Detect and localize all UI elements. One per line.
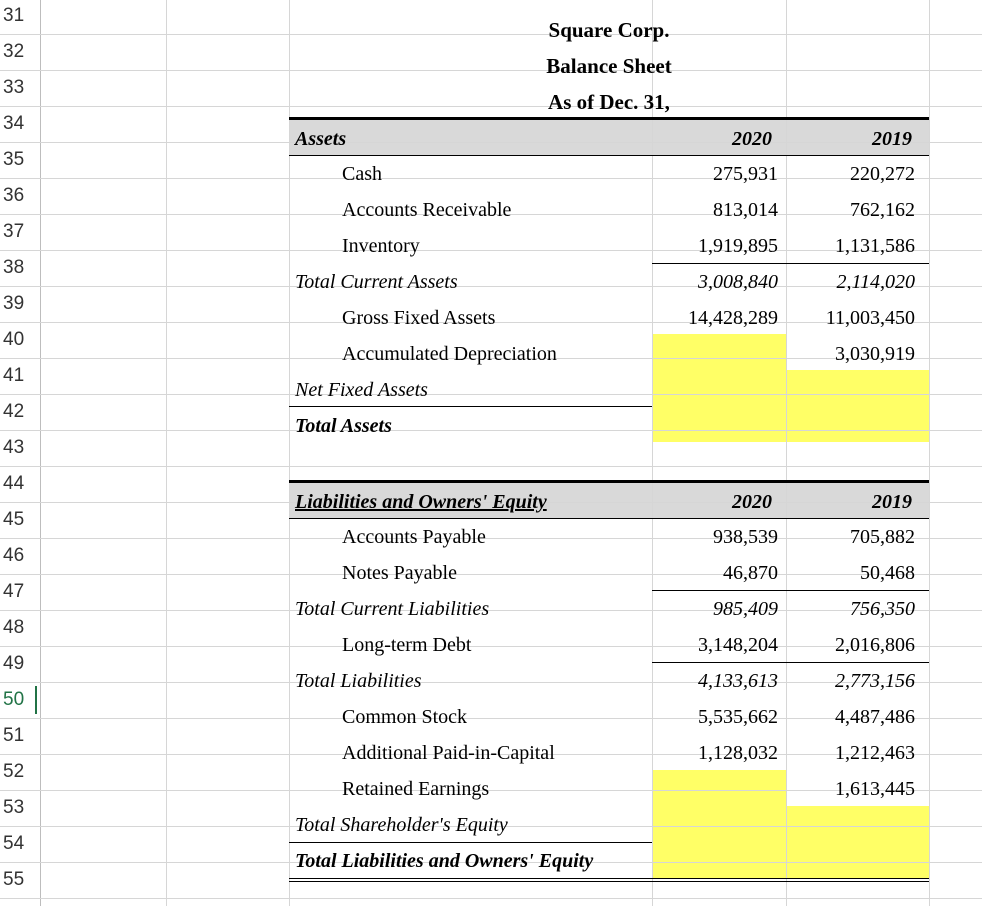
- total-current-liab-2019[interactable]: 756,350: [850, 598, 915, 620]
- statement-title: Balance Sheet: [546, 54, 672, 78]
- assets-heading: Assets: [295, 128, 347, 150]
- total-current-assets-label: Total Current Assets: [295, 271, 458, 293]
- liabilities-year-2020: 2020: [732, 491, 772, 513]
- row-header-32[interactable]: 32: [3, 41, 25, 62]
- inventory-label: Inventory: [342, 235, 420, 257]
- accum-dep-label: Accumulated Depreciation: [342, 343, 557, 365]
- row-header-47[interactable]: 47: [3, 581, 25, 602]
- total-le-cell[interactable]: [652, 842, 929, 878]
- lt-debt-2019[interactable]: 2,016,806: [835, 634, 915, 656]
- assets-year-2019: 2019: [872, 128, 912, 150]
- retained-label: Retained Earnings: [342, 778, 490, 800]
- row-header-40[interactable]: 40: [3, 329, 25, 350]
- common-stock-label: Common Stock: [342, 706, 468, 728]
- row-header-46[interactable]: 46: [3, 545, 25, 566]
- liabilities-year-2019: 2019: [872, 491, 912, 513]
- company-title: Square Corp.: [548, 18, 670, 42]
- total-assets-cell[interactable]: [652, 406, 929, 442]
- net-fixed-assets-label: Net Fixed Assets: [295, 379, 428, 401]
- liabilities-heading: Liabilities and Owners' Equity: [295, 491, 547, 513]
- row-header-53[interactable]: 53: [3, 797, 25, 818]
- total-liab-2019[interactable]: 2,773,156: [835, 670, 915, 692]
- cash-2020[interactable]: 275,931: [713, 163, 778, 185]
- row-header-54[interactable]: 54: [3, 833, 25, 854]
- common-stock-2019[interactable]: 4,487,486: [835, 706, 915, 728]
- total-current-liab-2020[interactable]: 985,409: [713, 598, 778, 620]
- col-line-c: [289, 0, 290, 906]
- accum-dep-2020-cell[interactable]: [652, 334, 786, 370]
- apic-2020[interactable]: 1,128,032: [698, 742, 778, 764]
- lt-debt-label: Long-term Debt: [342, 634, 472, 656]
- row-header-55[interactable]: 55: [3, 869, 25, 890]
- row-header-34[interactable]: 34: [3, 113, 25, 134]
- apic-label: Additional Paid-in-Capital: [342, 742, 555, 764]
- col-line-b: [166, 0, 167, 906]
- title-underline: [289, 117, 929, 120]
- total-current-assets-2019[interactable]: 2,114,020: [836, 271, 915, 293]
- total-le-double-underline-1: [289, 878, 929, 879]
- gross-fixed-2019[interactable]: 11,003,450: [825, 307, 915, 329]
- row-gridline: [40, 394, 982, 395]
- accum-dep-2019[interactable]: 3,030,919: [835, 343, 915, 365]
- apic-2019[interactable]: 1,212,463: [835, 742, 915, 764]
- common-stock-2020[interactable]: 5,535,662: [698, 706, 778, 728]
- retained-earnings-2020-cell[interactable]: [652, 770, 786, 806]
- row-header-51[interactable]: 51: [3, 725, 25, 746]
- total-liab-2020[interactable]: 4,133,613: [698, 670, 778, 692]
- ap-2020[interactable]: 938,539: [713, 526, 778, 548]
- row-header-37[interactable]: 37: [3, 221, 25, 242]
- row-header-48[interactable]: 48: [3, 617, 25, 638]
- row-header-35[interactable]: 35: [3, 149, 25, 170]
- row-header-49[interactable]: 49: [3, 653, 25, 674]
- row-header-41[interactable]: 41: [3, 365, 25, 386]
- total-le-label: Total Liabilities and Owners' Equity: [295, 850, 594, 872]
- cash-2019[interactable]: 220,272: [850, 163, 915, 185]
- row-gridline: [40, 898, 982, 899]
- row-header-39[interactable]: 39: [3, 293, 25, 314]
- net-fixed-assets-cell[interactable]: [652, 370, 929, 406]
- date-title: As of Dec. 31,: [548, 90, 670, 114]
- row-header-33[interactable]: 33: [3, 77, 25, 98]
- ap-label: Accounts Payable: [342, 526, 486, 548]
- row-gridline: [40, 826, 982, 827]
- assets-year-2020: 2020: [732, 128, 772, 150]
- np-2020[interactable]: 46,870: [723, 562, 778, 584]
- row-header-45[interactable]: 45: [3, 509, 25, 530]
- row-header-38[interactable]: 38: [3, 257, 25, 278]
- row-header-border: [40, 0, 41, 906]
- total-equity-label: Total Shareholder's Equity: [295, 814, 508, 836]
- ap-2019[interactable]: 705,882: [850, 526, 915, 548]
- total-liab-label: Total Liabilities: [295, 670, 422, 692]
- gross-fixed-2020[interactable]: 14,428,289: [688, 307, 778, 329]
- retained-2019[interactable]: 1,613,445: [835, 778, 915, 800]
- row-gridline: [40, 466, 982, 467]
- lt-debt-2020[interactable]: 3,148,204: [698, 634, 778, 656]
- col-line-f: [929, 0, 930, 906]
- total-current-liab-label: Total Current Liabilities: [295, 598, 490, 620]
- ar-2019[interactable]: 762,162: [850, 199, 915, 221]
- inventory-2019[interactable]: 1,131,586: [835, 235, 915, 257]
- total-current-assets-2020[interactable]: 3,008,840: [698, 271, 778, 293]
- ar-2020[interactable]: 813,014: [713, 199, 778, 221]
- row-header-44[interactable]: 44: [3, 473, 25, 494]
- row-header-gridline: [0, 898, 40, 899]
- total-le-double-underline-2: [289, 881, 929, 882]
- np-2019[interactable]: 50,468: [860, 562, 915, 584]
- cash-label: Cash: [342, 163, 382, 185]
- total-equity-cell[interactable]: [652, 806, 929, 842]
- row-header-43[interactable]: 43: [3, 437, 25, 458]
- gross-fixed-label: Gross Fixed Assets: [342, 307, 496, 329]
- row-header-31[interactable]: 31: [3, 5, 25, 26]
- row-header-52[interactable]: 52: [3, 761, 25, 782]
- liabilities-top-border: [289, 480, 929, 483]
- inventory-2020[interactable]: 1,919,895: [698, 235, 778, 257]
- ar-label: Accounts Receivable: [342, 199, 512, 221]
- row-header-50[interactable]: 50: [0, 682, 40, 718]
- row-header-36[interactable]: 36: [3, 185, 25, 206]
- np-label: Notes Payable: [342, 562, 457, 584]
- net-fixed-underline: [289, 406, 652, 407]
- row-header-42[interactable]: 42: [3, 401, 25, 422]
- row-gridline: [40, 430, 982, 431]
- total-assets-label: Total Assets: [295, 415, 392, 437]
